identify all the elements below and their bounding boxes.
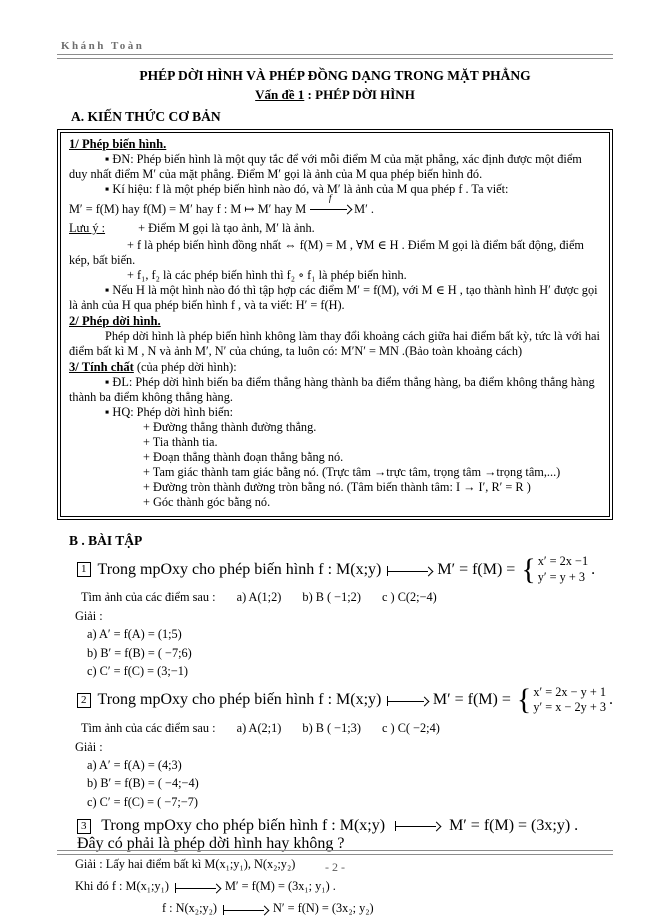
step-1-post: M′ = f(M) = (3x₁; y₁) . [224, 879, 336, 893]
hq-item: + Tia thành tia. [143, 435, 218, 449]
equations-1 [538, 554, 588, 585]
luuy-item-1: + Điểm M gọi là tạo ảnh, M′ là ảnh. [138, 221, 315, 235]
equation-1b: y′ = y + 3 [537, 569, 586, 584]
hq-item: + Góc thành góc bằng nó. [143, 495, 271, 509]
find-label: Tìm ảnh của các điểm sau : [81, 720, 216, 735]
exercise-2-find-line [81, 721, 613, 736]
formula-line [69, 194, 601, 217]
point-item: c ) C(2;−4) [382, 590, 437, 604]
subtitle-topic: Vấn đề 1 [255, 87, 305, 102]
luuy-item-2: + f là phép biến hình đồng nhất ⇔ f(M) = M , ∀M ∈ H . Điểm M gọi là điểm bất động, điểm kép, bất biến. [69, 238, 584, 267]
knowledge-box-inner [60, 132, 610, 517]
para-neu: ▪ Nếu H là một hình nào đó thì tập hợp các điểm M′ = f(M), với M ∈ H , tạo thành hình H′ được gọi là ảnh của H qua phép biến hình f , và ta viết: H′ = f(H). [69, 283, 598, 312]
statement-period: . [591, 560, 596, 578]
solution-line: a) A′ = f(A) = (1;5) [87, 627, 182, 641]
equation-system-2 [517, 685, 606, 716]
exercise-1-statement [77, 554, 613, 585]
knowledge-box [57, 129, 613, 520]
exercise-3-post: M′ = f(M) = (3x;y) . Đây có phải là phép dời hình hay không ? [77, 817, 579, 852]
giai-label-1: Giải : [75, 609, 103, 623]
mapsto-arrow-icon [387, 694, 427, 706]
para-hq: ▪ HQ: Phép dời hình biến: [105, 405, 234, 419]
equations-2 [533, 685, 606, 716]
equation-2b: y′ = x − 2y + 3 [533, 700, 606, 714]
solution-line: c) C′ = f(C) = ( −7;−7) [87, 794, 199, 809]
f-arrow-label: f [328, 194, 332, 204]
solution-line: b) B′ = f(B) = ( −7;6) [87, 645, 192, 660]
point-item: b) B ( −1;2) [302, 590, 361, 604]
box-heading-3-line [69, 359, 601, 375]
step-2-post: N′ = f(N) = (3x₂; y₂) [273, 901, 374, 915]
statement-period: . [609, 691, 613, 708]
f-arrow-icon [310, 194, 350, 214]
exercise-3-number: 3 [77, 819, 91, 834]
section-b-heading: B . BÀI TẬP [69, 533, 143, 548]
equation-2a: x′ = 2x − y + 1 [533, 684, 606, 699]
hq-item: + Đường tròn thành đường tròn bằng nó. (Tâm biến thành tâm: I → I′, R′ = R ) [143, 480, 531, 494]
box-heading-1: 1/ Phép biến hình. [69, 137, 167, 151]
exercise-3-pre: Trong mpOxy cho phép biến hình f : M(x;y) [101, 817, 386, 834]
find-label: Tìm ảnh của các điểm sau : [81, 590, 216, 604]
point-item: c ) C( −2;4) [382, 720, 440, 735]
para-dl: ▪ ĐL: Phép dời hình biến ba điểm thẳng hàng thành ba điểm thẳng hàng, ba điểm không thẳng hàng thành ba điểm không thẳng hàng. [69, 375, 595, 404]
hq-item: + Đường thẳng thành đường thẳng. [143, 420, 317, 434]
exercise-1-pre: Trong mpOxy cho phép biến hình f : M(x;y) [97, 560, 382, 578]
equation-1a: x′ = 2x −1 [537, 554, 589, 568]
para-kihieu: ▪ Kí hiệu: f là một phép biến hình nào đó, và M′ là ảnh của M qua phép f . Ta viết: [105, 182, 509, 196]
box-heading-3: 3/ Tính chất [69, 360, 134, 374]
mapsto-arrow-icon [395, 819, 439, 831]
point-item: b) B ( −1;3) [302, 720, 361, 735]
point-item: a) A(1;2) [236, 590, 282, 604]
doc-subtitle [57, 87, 613, 103]
box-heading-2: 2/ Phép dời hình. [69, 314, 161, 328]
luuy-item-3: + f₁, f₂ là các phép biến hình thì f₂ ∘ f₁ là phép biến hình. [127, 268, 407, 282]
brace-glyph: { [521, 552, 536, 586]
brace-glyph: { [516, 683, 532, 716]
mapsto-arrow-icon [175, 881, 219, 893]
step-1-pre: Khi đó f : M(x₁;y₁) [75, 879, 169, 893]
giai-label-2: Giải : [75, 739, 103, 754]
header-author: Khánh Toàn [61, 40, 145, 52]
subtitle-rest: : PHÉP DỜI HÌNH [304, 87, 415, 102]
luuy-label: Lưu ý : [69, 221, 106, 235]
section-a-heading: A. KIẾN THỨC CƠ BẢN [71, 109, 221, 124]
exercise-2-number: 2 [77, 693, 91, 708]
exercise-1-mid: M′ = f(M) = [437, 560, 516, 578]
box-heading-3-rest: (của phép dời hình): [133, 360, 237, 374]
exercise-1-number: 1 [77, 562, 91, 577]
luuy-line [69, 221, 601, 236]
exercise-2-statement [77, 685, 613, 716]
page-number: - 2 - [325, 860, 345, 874]
formula-post: M′ . [354, 202, 374, 216]
solution-line: c) C′ = f(C) = (3;−1) [87, 664, 189, 678]
point-item: a) A(2;1) [236, 720, 282, 735]
formula-pre: M′ = f(M) hay f(M) = M′ hay f : M ↦ M′ hay M [69, 202, 307, 216]
exercise-3-step-1 [75, 879, 613, 894]
page-footer [57, 848, 613, 875]
exercise-2-pre: Trong mpOxy cho phép biến hình f : M(x;y) [97, 691, 382, 708]
mapsto-arrow-icon [223, 903, 267, 915]
exercise-1-find-line [81, 590, 613, 605]
para-doihinh: Phép dời hình là phép biến hình không làm thay đổi khoảng cách giữa hai điểm bất kỳ, tức là với hai điểm bất kì M , N và ảnh M′, N′ của chúng, ta luôn có: M′N′ = MN .(Bảo toàn khoảng cách) [69, 329, 600, 358]
solution-line: a) A′ = f(A) = (4;3) [87, 757, 182, 772]
para-dn: ▪ ĐN: Phép biến hình là một quy tắc để với mỗi điểm M của mặt phẳng, xác định được một điểm duy nhất điểm M′ của mặt phẳng. Điểm M′ gọi là ảnh của M qua phép biến hình đó. [69, 152, 582, 181]
solution-line: b) B′ = f(B) = ( −4;−4) [87, 776, 199, 790]
hq-item: + Đoạn thẳng thành đoạn thẳng bằng nó. [143, 450, 344, 464]
hq-item: + Tam giác thành tam giác bằng nó. (Trực tâm →trực tâm, trọng tâm →trọng tâm,...) [143, 465, 561, 479]
footer-rule [57, 850, 613, 855]
exercise-3-giai-line: Giải : Lấy hai điểm bất kì M(x₁;y₁), N(x₂;y₂) [75, 857, 296, 871]
header-rule [57, 54, 613, 59]
doc-title: PHÉP DỜI HÌNH VÀ PHÉP ĐỒNG DẠNG TRONG MẶT PHẲNG [139, 68, 531, 83]
mapsto-arrow-icon [387, 564, 431, 576]
equation-system-1 [521, 554, 588, 585]
step-2-pre: f : N(x₂;y₂) [162, 901, 218, 915]
exercise-2-mid: M′ = f(M) = [432, 691, 511, 708]
exercise-3-step-2 [162, 901, 613, 916]
